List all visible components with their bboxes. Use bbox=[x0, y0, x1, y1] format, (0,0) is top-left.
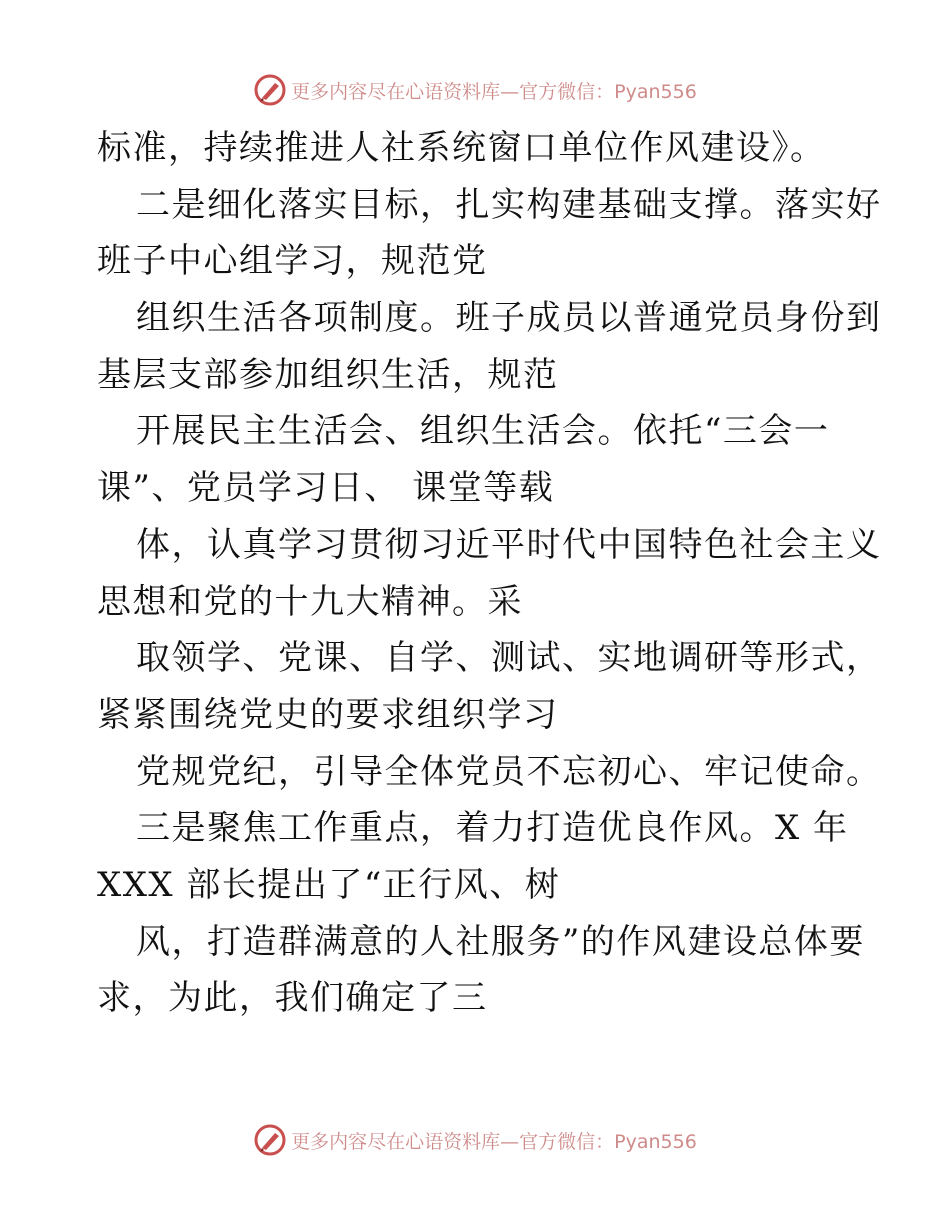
text-line: 取领学、党课、自学、测试、实地调研等形式， bbox=[136, 638, 882, 679]
text-line: 班子中心组学习，规范党 bbox=[97, 241, 488, 282]
text-line: 三是聚焦工作重点，着力打造优良作风。X 年 bbox=[136, 808, 849, 849]
pen-logo-icon bbox=[253, 1123, 287, 1157]
document-body bbox=[97, 120, 882, 1027]
text-line: 标准，持续推进人社系统窗口单位作风建设》。 bbox=[97, 128, 826, 168]
watermark-wechat-id: Pyan556 bbox=[614, 80, 697, 103]
text-line: 风，打造群满意的人社服务”的作风建设总体要 bbox=[136, 921, 865, 962]
text-line: XXX 部长提出了“正行风、树 bbox=[97, 864, 561, 905]
text-line: 党规党纪，引导全体党员不忘初心、牢记使命。 bbox=[136, 751, 882, 792]
text-line: 思想和党的十九大精神。采 bbox=[97, 581, 523, 622]
footer-watermark bbox=[0, 1120, 950, 1160]
watermark-text: 更多内容尽在心语资料库—官方微信：Pyan556 bbox=[291, 80, 697, 103]
text-line: 组织生活各项制度。班子成员以普通党员身份到 bbox=[136, 298, 882, 339]
watermark-wechat-id: Pyan556 bbox=[614, 1130, 697, 1153]
header-watermark bbox=[0, 70, 950, 110]
text-line: 体，认真学习贯彻习近平时代中国特色社会主义 bbox=[136, 524, 882, 565]
pen-logo-icon bbox=[253, 73, 287, 107]
watermark-text: 更多内容尽在心语资料库—官方微信：Pyan556 bbox=[291, 1130, 697, 1153]
text-line: 基层支部参加组织生活，规范 bbox=[97, 354, 559, 395]
text-line: 开展民主生活会、组织生活会。依托“三会一 bbox=[136, 411, 830, 452]
text-line: 二是细化落实目标，扎实构建基础支撑。落实好 bbox=[136, 184, 882, 225]
text-line: 求，为此，我们确定了三 bbox=[97, 978, 488, 1019]
text-line: 紧紧围绕党史的要求组织学习 bbox=[97, 694, 559, 735]
text-line: 课”、党员学习日、 课堂等载 bbox=[97, 468, 555, 509]
